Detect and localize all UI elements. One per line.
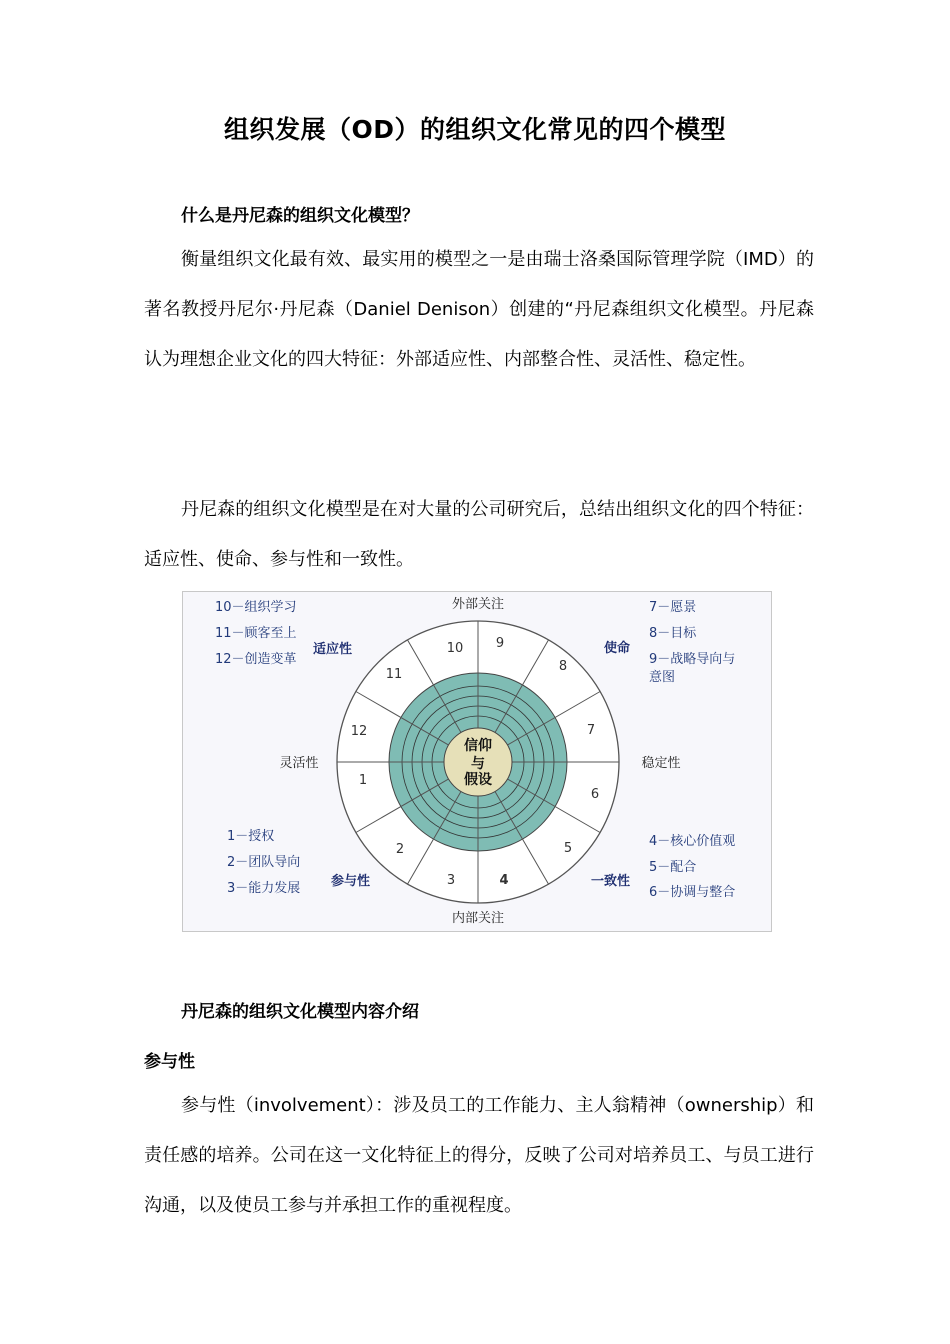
segment-11: 11 [385,667,403,682]
denison-model-diagram [183,592,773,933]
paragraph-four-traits: 丹尼森的组织文化模型是在对大量的公司研究后，总结出组织文化的四个特征：适应性、使命、参与性和一致性。 [144,499,814,570]
page-title: 组织发展（OD）的组织文化常见的四个模型 [223,115,726,144]
segment-2: 2 [395,842,405,857]
legend-item: 3－能力发展 [227,881,301,896]
center-label-1: 信仰 [464,738,492,754]
axis-internal: 内部关注 [451,911,505,926]
axis-external: 外部关注 [451,597,505,612]
legend-item: 5－配合 [649,860,697,875]
legend-item: 10－组织学习 [215,600,297,615]
legend-item: 意图 [649,670,676,685]
trait-adaptability: 适应性 [313,642,353,657]
trait-involvement: 参与性 [331,874,371,889]
subheading-involvement: 参与性 [144,1052,195,1072]
trait-mission: 使命 [604,641,631,656]
section-heading-content: 丹尼森的组织文化模型内容介绍 [181,1002,419,1022]
segment-4: 4 [499,873,509,888]
segment-3: 3 [446,873,456,888]
legend-item: 7－愿景 [649,600,697,615]
legend-item: 6－协调与整合 [649,885,736,900]
segment-5: 5 [563,841,573,856]
section-heading-what-is: 什么是丹尼森的组织文化模型？ [181,206,419,226]
center-label-2: 与 [471,756,485,772]
center-label-3: 假设 [464,772,492,788]
legend-item: 11－顾客至上 [215,626,297,641]
trait-consistency: 一致性 [591,874,631,889]
segment-1: 1 [358,773,368,788]
legend-item: 2－团队导向 [227,855,301,870]
legend-item: 1－授权 [227,829,275,844]
segment-9: 9 [495,636,505,651]
axis-stability: 稳定性 [641,756,681,771]
segment-6: 6 [590,787,600,802]
segment-12: 12 [350,724,368,739]
paragraph-intro: 衡量组织文化最有效、最实用的模型之一是由瑞士洛桑国际管理学院（IMD）的著名教授丹尼尔·丹尼森（Daniel Denison）创建的“丹尼森组织文化模型。丹尼森认为理想企业文化的四大特征：外部适应性、内部整合性、灵活性、稳定性。 [144,249,814,370]
denison-model-figure [182,591,772,932]
legend-item: 8－目标 [649,626,697,641]
legend-item: 12－创造变革 [215,652,297,667]
legend-item: 4－核心价值观 [649,834,736,849]
segment-7: 7 [586,723,596,738]
paragraph-involvement: 参与性（involvement）：涉及员工的工作能力、主人翁精神（ownership）和责任感的培养。公司在这一文化特征上的得分，反映了公司对培养员工、与员工进行沟通，以及使员工参与并承担工作的重视程度。 [144,1095,814,1216]
axis-flexibility: 灵活性 [279,756,319,771]
legend-item: 9－战略导向与 [649,652,736,667]
segment-10: 10 [446,641,464,656]
segment-8: 8 [558,659,568,674]
